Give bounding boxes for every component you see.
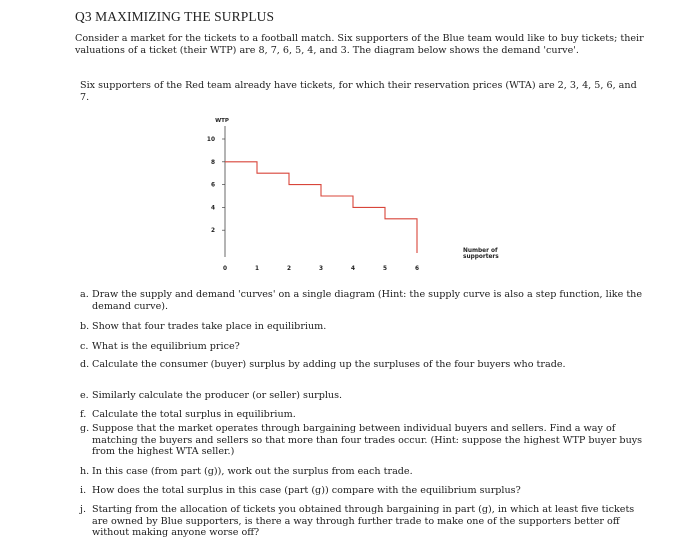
question-text: Draw the supply and demand 'curves' on a single diagram (Hint: the supply curve is also a step function, like the demand curve). [92, 289, 643, 312]
question-label: b. [80, 321, 90, 332]
x-axis-label-line1: Number of [463, 248, 498, 254]
question-label: j. [80, 504, 87, 515]
y-tick-label: 10 [206, 137, 215, 143]
demand-chart [180, 112, 530, 292]
red-team-paragraph: Six supporters of the Red team already have tickets, for which their reservation prices (WTA) are 2, 3, 4, 5, 6, and 7. [80, 80, 637, 104]
question-text: Calculate the consumer (buyer) surplus by adding up the surpluses of the four buyers who trade. [92, 359, 566, 370]
question-label: g. [80, 423, 90, 434]
x-tick-label: 4 [350, 266, 356, 272]
question-text: Starting from the allocation of tickets you obtained through bargaining in part (g), in which at least five tickets are owned by Blue supporters, is there a way through further trade to make one of the supporters better off without making anyone worse off? [92, 504, 635, 539]
y-tick-label: 6 [210, 182, 215, 189]
x-tick-label: 5 [382, 266, 388, 272]
y-tick-label: 4 [210, 205, 215, 212]
question-item [80, 485, 650, 497]
question-item [80, 466, 650, 478]
question-item [80, 321, 650, 333]
question-item [80, 390, 650, 402]
page-title: Q3 MAXIMIZING THE SURPLUS [75, 9, 275, 24]
question-text: Similarly calculate the producer (or seller) surplus. [92, 390, 343, 401]
question-text: In this case (from part (g)), work out the surplus from each trade. [92, 466, 413, 477]
y-tick-label: 8 [210, 159, 215, 166]
y-axis-label: WTP [215, 118, 229, 124]
demand-step-line [225, 162, 417, 253]
question-item [80, 341, 650, 353]
x-tick-label: 1 [254, 266, 260, 272]
question-item [80, 504, 650, 539]
intro-paragraph: Consider a market for the tickets to a football match. Six supporters of the Blue team would like to buy tickets; their valuations of a ticket (their WTP) are 8, 7, 6, 5, 4, and 3. The diagram below shows the demand 'curve'. [75, 33, 644, 57]
question-text: What is the equilibrium price? [92, 341, 240, 352]
question-item [80, 423, 650, 458]
question-label: a. [80, 289, 89, 300]
question-text: Calculate the total surplus in equilibrium. [92, 409, 296, 420]
x-axis-label-line2: supporters [463, 254, 499, 260]
question-item [80, 289, 650, 312]
question-text: Suppose that the market operates through bargaining between individual buyers and sellers. Find a way of matching the buyers and sellers so that more than four trades occur. (Hint: suppose the highest WTP buyer buys from the highest WTA seller.) [92, 423, 643, 458]
x-tick-label: 3 [318, 266, 324, 272]
x-tick-label: 2 [286, 266, 292, 272]
y-tick-label: 2 [210, 228, 215, 235]
question-item [80, 409, 650, 421]
question-label: c. [80, 341, 89, 352]
x-tick-label: 0 [222, 266, 228, 272]
x-tick-label: 6 [414, 266, 420, 272]
question-label: i. [80, 485, 87, 496]
question-label: h. [80, 466, 90, 477]
question-label: f. [80, 409, 87, 420]
question-label: e. [80, 390, 89, 401]
question-label: d. [80, 359, 90, 370]
question-text: Show that four trades take place in equilibrium. [92, 321, 327, 332]
question-text: How does the total surplus in this case (part (g)) compare with the equilibrium surplus? [92, 485, 521, 496]
question-item [80, 359, 650, 371]
